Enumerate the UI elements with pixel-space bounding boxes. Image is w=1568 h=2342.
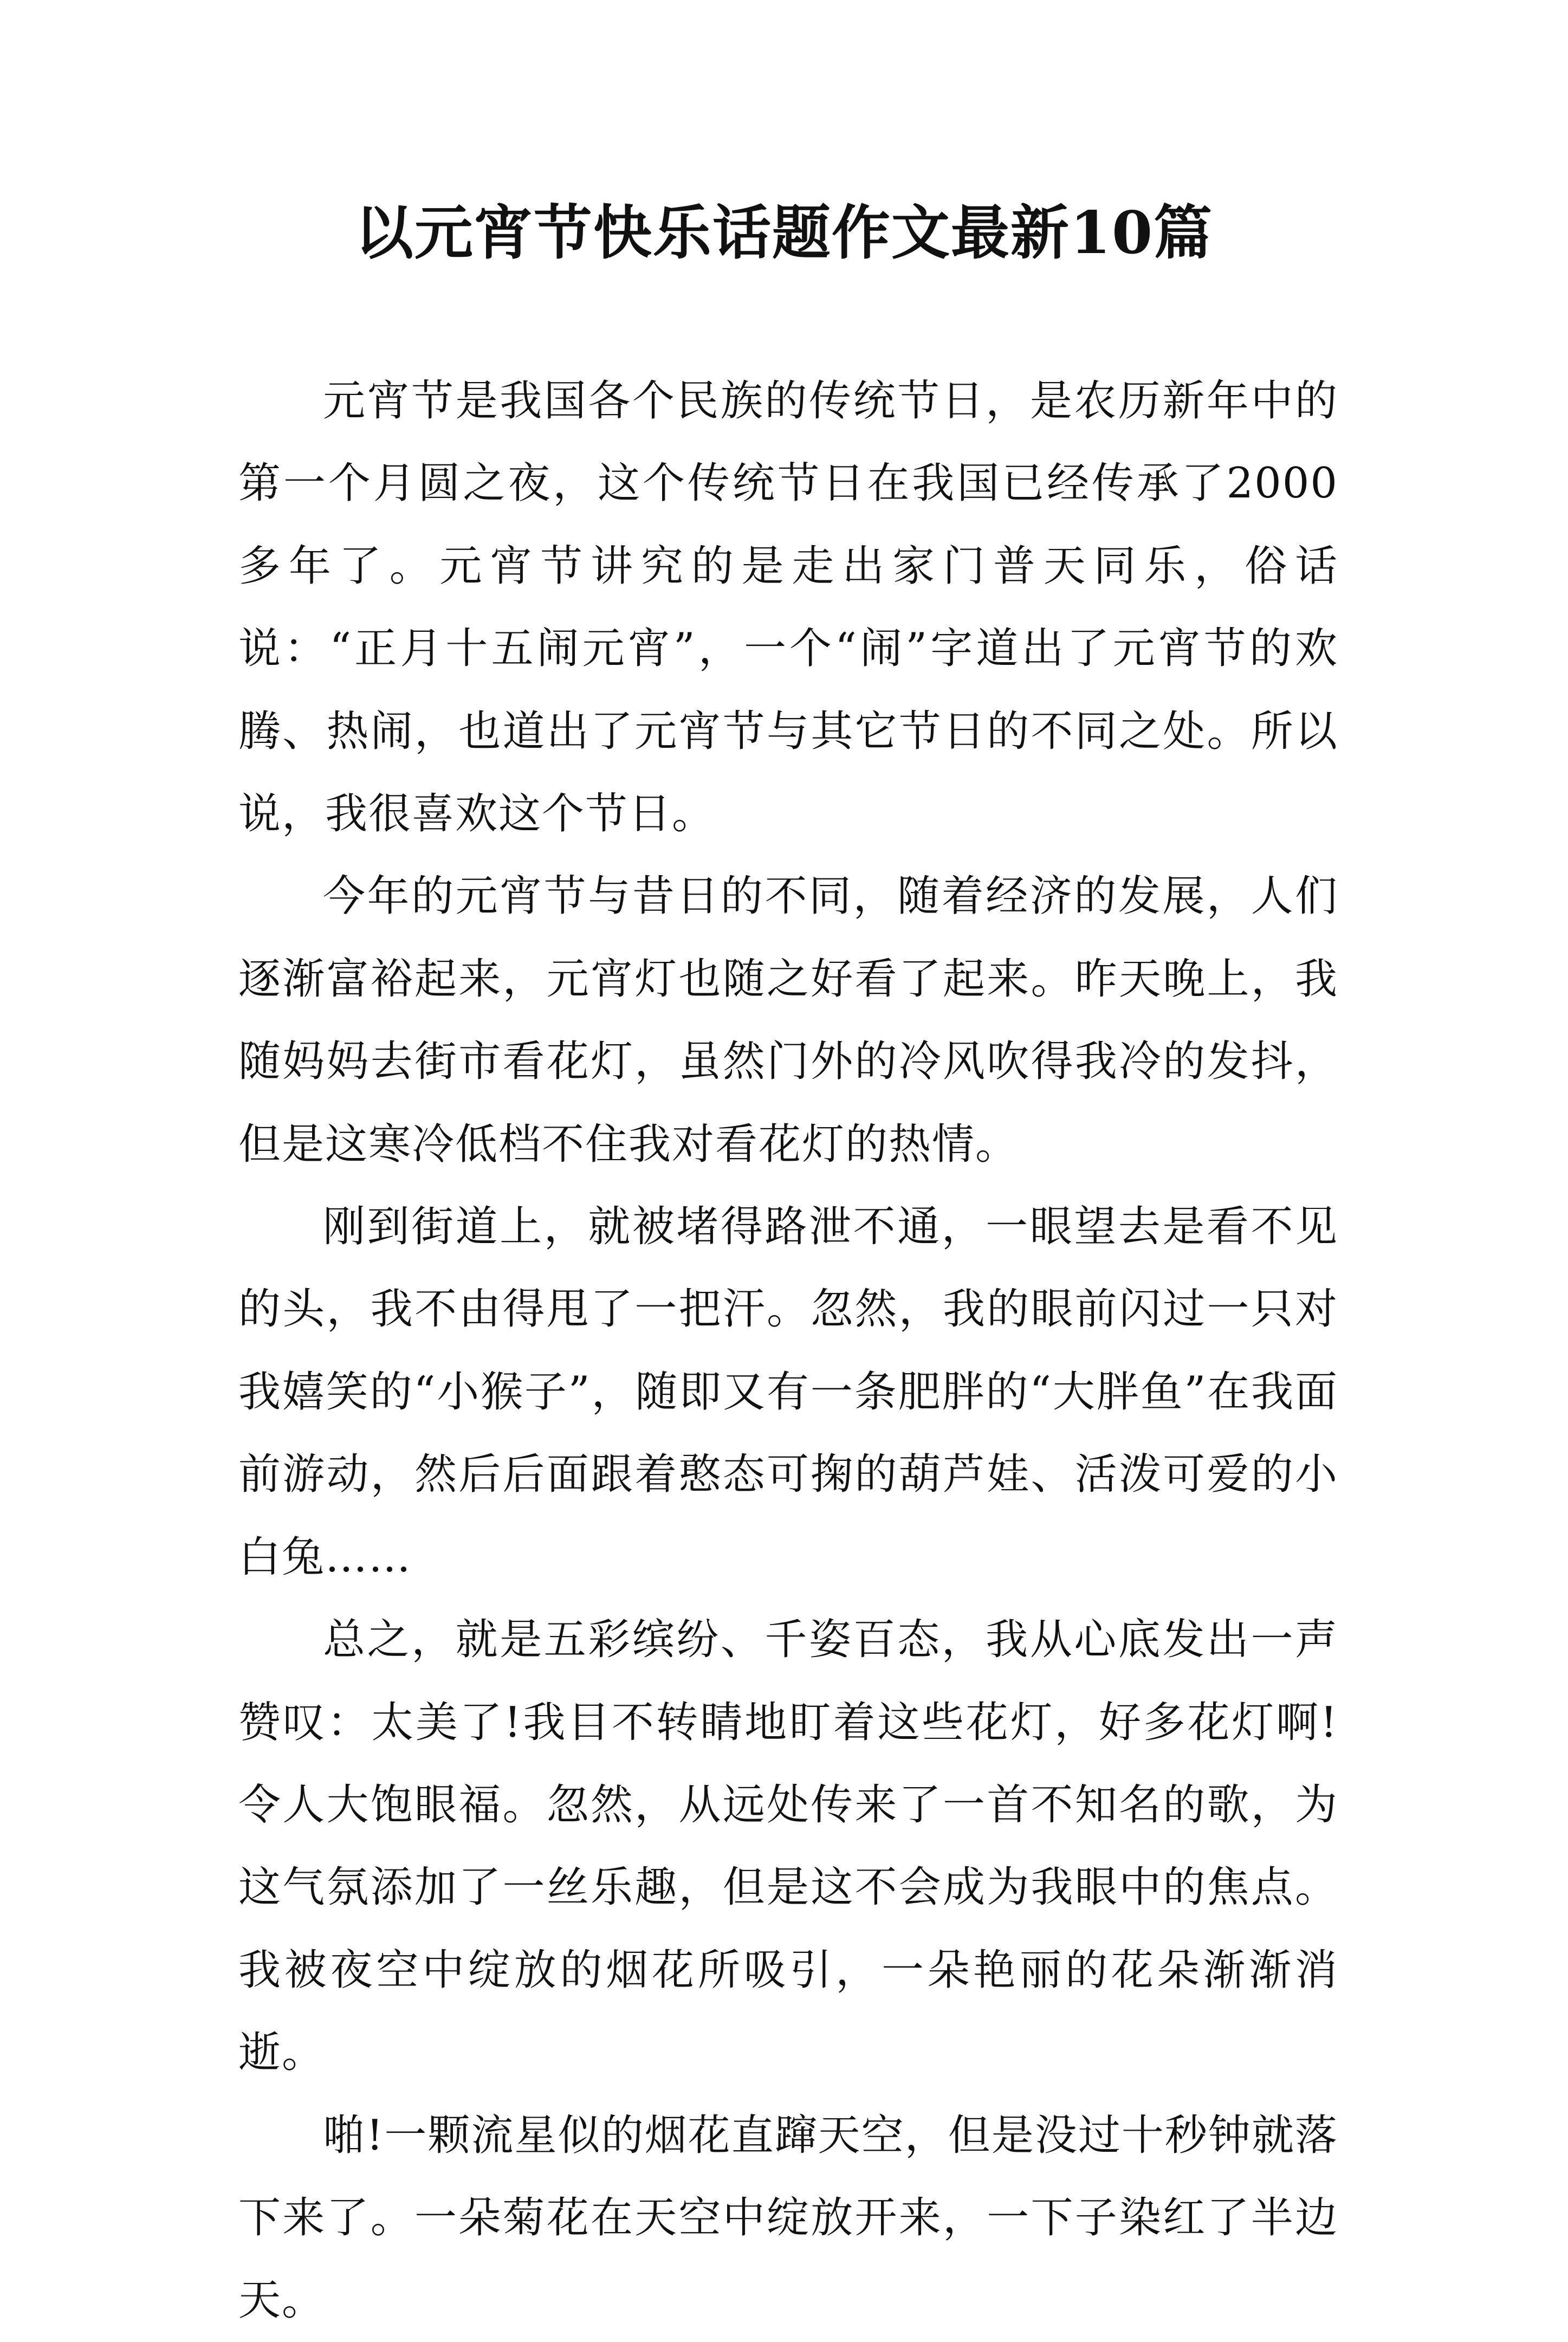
paragraph-2: 今年的元宵节与昔日的不同，随着经济的发展，人们逐渐富裕起来，元宵灯也随之好看了起来。昨天晚上，我随妈妈去街市看花灯，虽然门外的冷风吹得我冷的发抖，但是这寒冷低档不住我对看花灯的热情。 (238, 872, 1338, 1169)
paragraph-1: 元宵节是我国各个民族的传统节日，是农历新年中的第一个月圆之夜，这个传统节日在我国已经传承了2000多年了。元宵节讲究的是走出家门普天同乐，俗话说：“正月十五闹元宵”，一个“闹”字道出了元宵节的欢腾、热闹，也道出了元宵节与其它节日的不同之处。所以说，我很喜欢这个节日。 (238, 377, 1338, 839)
document-body (238, 360, 1338, 2342)
paragraph-5: 啪!一颗流星似的烟花直蹿天空，但是没过十秒钟就落下来了。一朵菊花在天空中绽放开来，一下子染红了半边天。 (238, 2111, 1338, 2325)
document-title: 以元宵节快乐话题作文最新10篇 (354, 199, 1214, 267)
paragraph-4: 总之，就是五彩缤纷、千姿百态，我从心底发出一声赞叹：太美了!我目不转睛地盯着这些花灯，好多花灯啊!令人大饱眼福。忽然，从远处传来了一首不知名的歌，为这气氛添加了一丝乐趣，但是这不会成为我眼中的焦点。我被夜空中绽放的烟花所吸引，一朵艳丽的花朵渐渐消逝。 (238, 1615, 1338, 2078)
paragraph-3: 刚到街道上，就被堵得路泄不通，一眼望去是看不见的头，我不由得甩了一把汗。忽然，我的眼前闪过一只对我嬉笑的“小猴子”，随即又有一条肥胖的“大胖鱼”在我面前游动，然后后面跟着憨态可掬的葫芦娃、活泼可爱的小白兔…… (238, 1202, 1338, 1582)
